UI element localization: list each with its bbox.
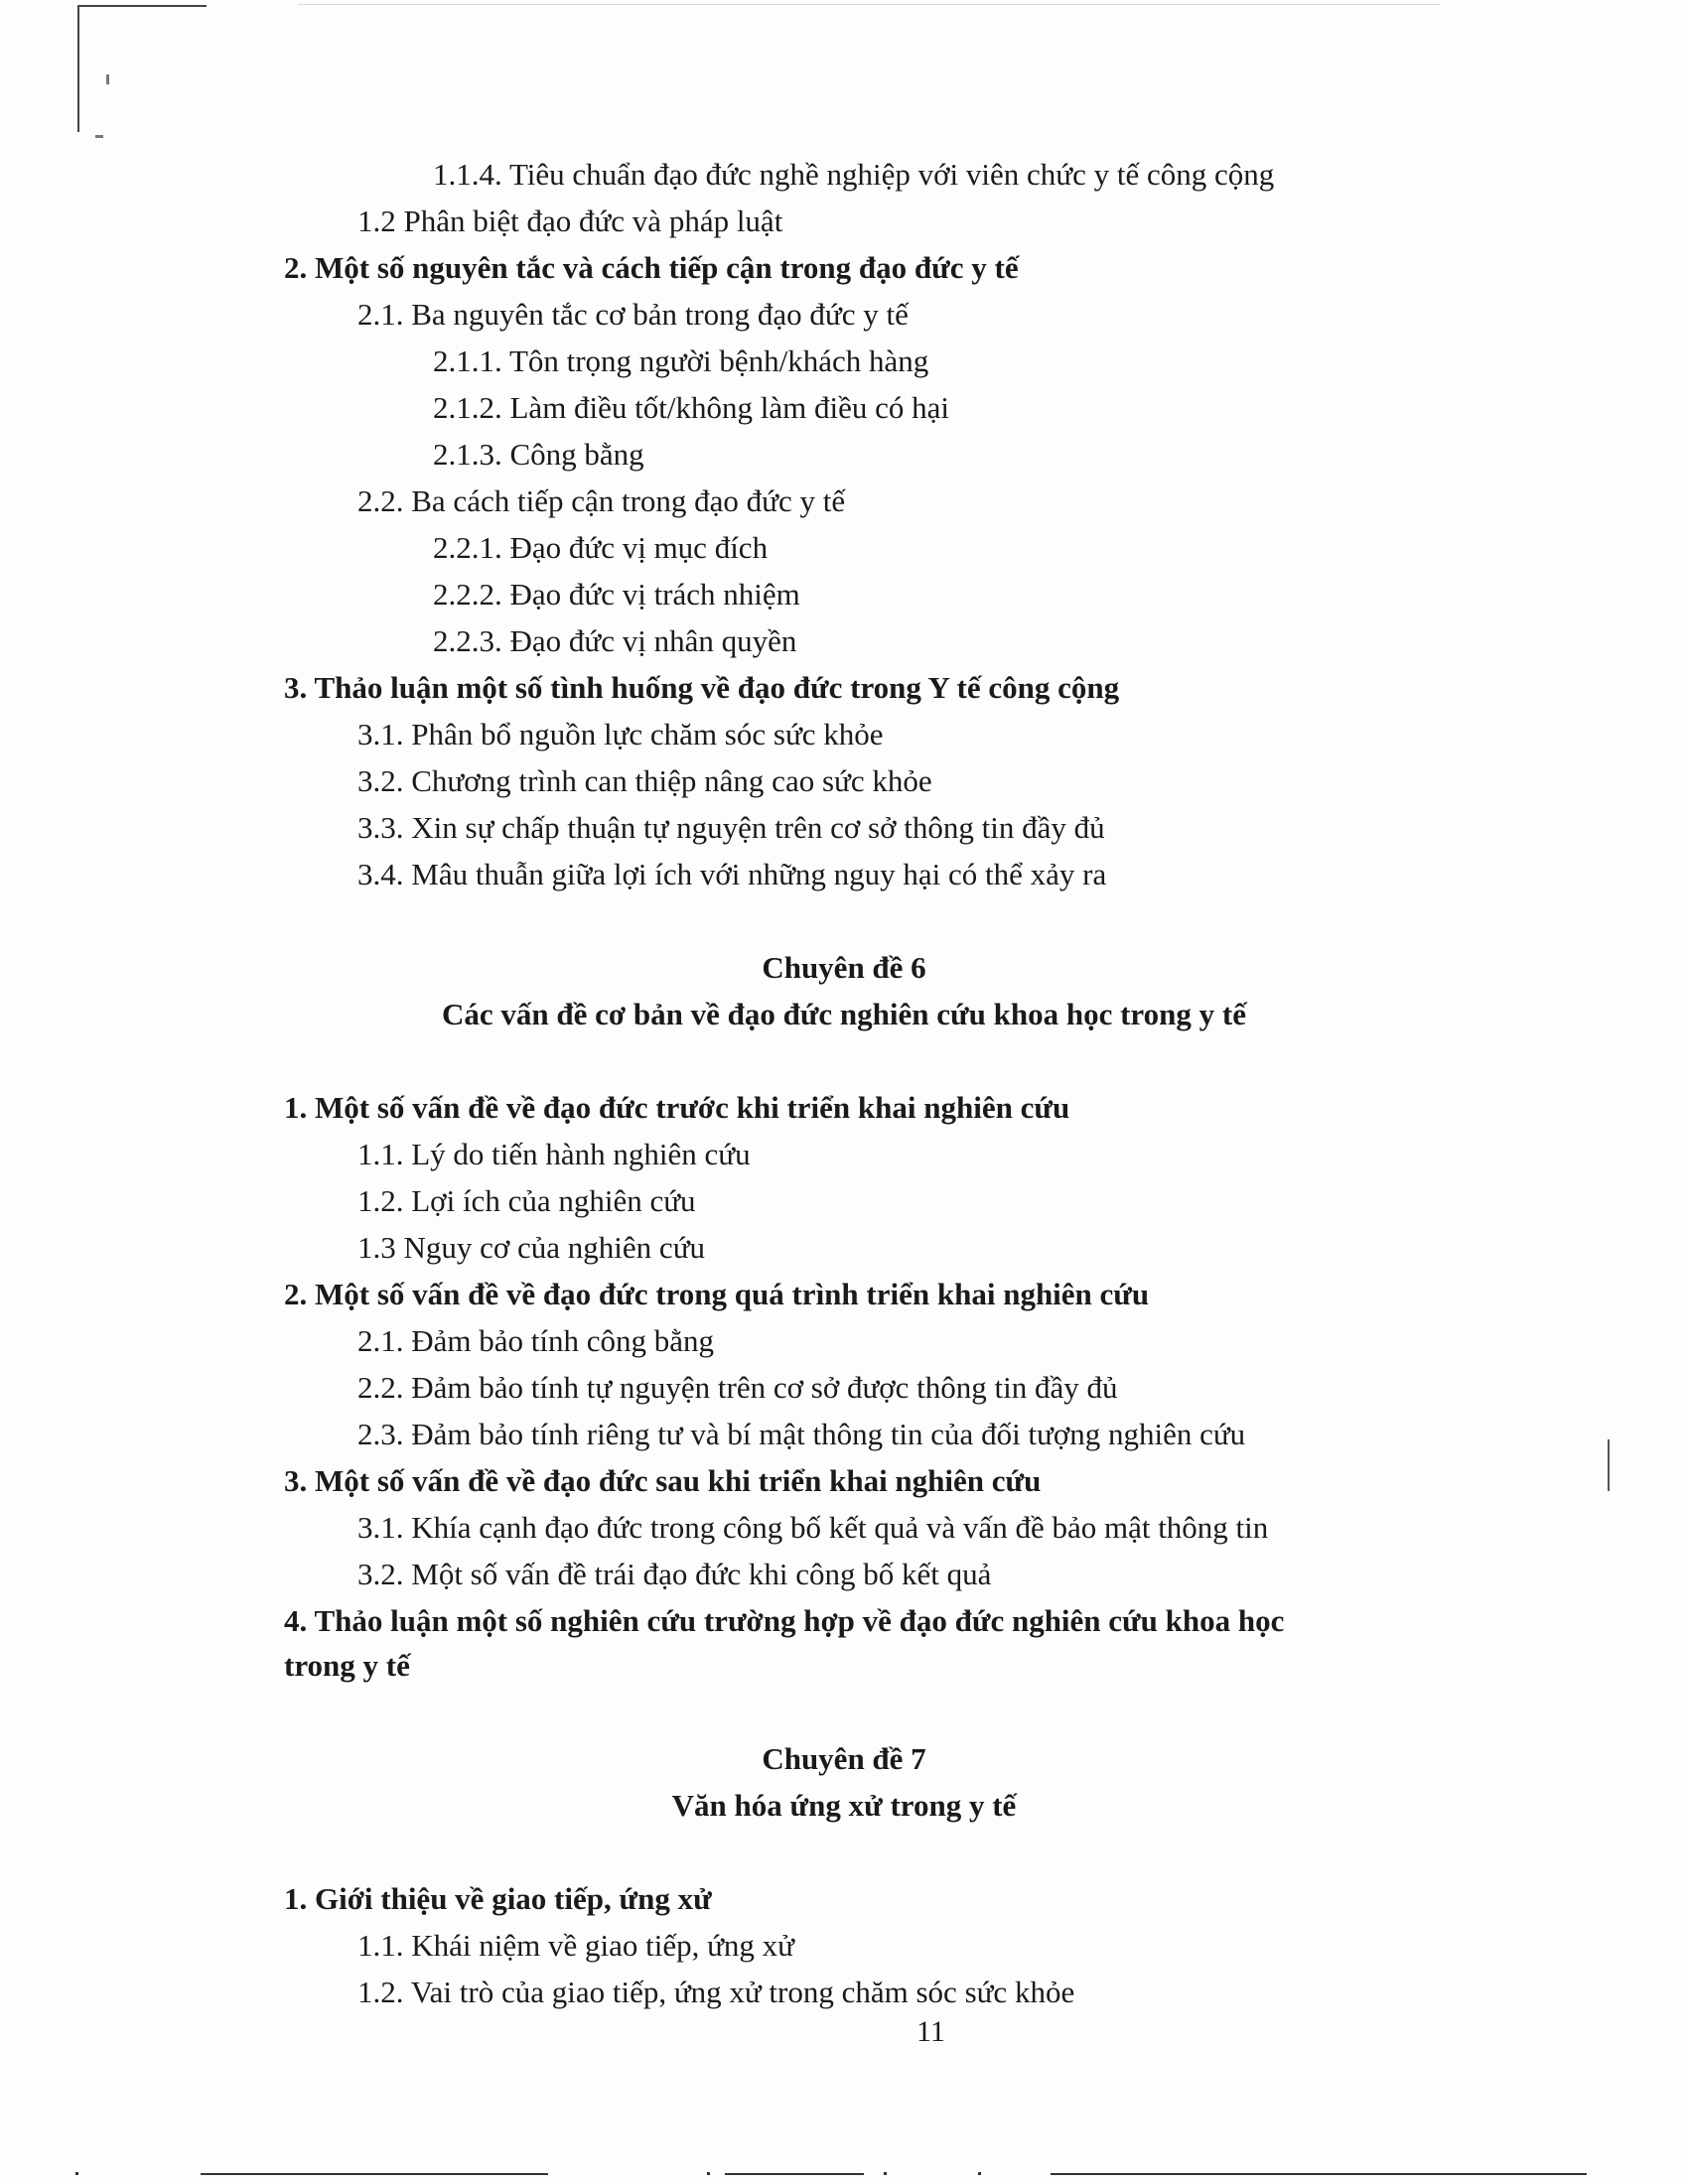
outline-item: 3.1. Khía cạnh đạo đức trong công bố kết quả và vấn đề bảo mật thông tin <box>357 1510 1269 1545</box>
outline-item: 3.4. Mâu thuẫn giữa lợi ích với những nguy hại có thể xảy ra <box>357 857 1107 891</box>
chapter-heading: Chuyên đề 6 <box>762 950 926 985</box>
outline-heading: 1. Một số vấn đề về đạo đức trước khi triển khai nghiên cứu <box>284 1090 1070 1125</box>
scan-speck <box>106 74 109 84</box>
footer-rule <box>1051 2173 1587 2175</box>
outline-heading: 3. Thảo luận một số tình huống về đạo đức trong Y tế công cộng <box>284 670 1120 705</box>
outline-item: 2.2.3. Đạo đức vị nhân quyền <box>433 623 797 658</box>
outline-item: 3.1. Phân bổ nguồn lực chăm sóc sức khỏe <box>357 717 884 751</box>
outline-item: 1.1.4. Tiêu chuẩn đạo đức nghề nghiệp với viên chức y tế công cộng <box>433 157 1275 192</box>
outline-item: 2.1. Ba nguyên tắc cơ bản trong đạo đức y tế <box>357 297 909 332</box>
scan-edge-mark <box>77 5 79 132</box>
scan-edge-mark <box>298 4 1440 5</box>
outline-item: 1.1. Khái niệm về giao tiếp, ứng xử <box>357 1928 794 1963</box>
outline-heading: 2. Một số vấn đề về đạo đức trong quá trình triển khai nghiên cứu <box>284 1277 1150 1311</box>
chapter-title: Văn hóa ứng xử trong y tế <box>671 1788 1017 1823</box>
outline-item: 1.2. Lợi ích của nghiên cứu <box>357 1183 696 1218</box>
outline-item: 2.2. Đảm bảo tính tự nguyện trên cơ sở được thông tin đầy đủ <box>357 1370 1118 1405</box>
outline-item: 1.2. Vai trò của giao tiếp, ứng xử trong chăm sóc sức khỏe <box>357 1975 1075 2009</box>
scan-edge-mark <box>77 5 207 7</box>
outline-item: 3.3. Xin sự chấp thuận tự nguyện trên cơ sở thông tin đầy đủ <box>357 810 1105 845</box>
outline-item: 2.1.1. Tôn trọng người bệnh/khách hàng <box>433 343 929 378</box>
outline-item: 2.2.1. Đạo đức vị mục đích <box>433 530 769 565</box>
outline-item: 2.2.2. Đạo đức vị trách nhiệm <box>433 577 800 612</box>
outline-item: 2.3. Đảm bảo tính riêng tư và bí mật thông tin của đối tượng nghiên cứu <box>357 1417 1246 1451</box>
scan-speck <box>95 135 103 138</box>
outline-item: 3.2. Một số vấn đề trái đạo đức khi công bố kết quả <box>357 1557 992 1591</box>
outline-item: 1.3 Nguy cơ của nghiên cứu <box>357 1230 705 1265</box>
outline-item: 2.2. Ba cách tiếp cận trong đạo đức y tế <box>357 483 846 518</box>
outline-item: 3.2. Chương trình can thiệp nâng cao sức khỏe <box>357 763 932 798</box>
footer-rule <box>201 2173 548 2175</box>
outline-heading: 1. Giới thiệu về giao tiếp, ứng xử <box>284 1881 712 1916</box>
chapter-title: Các vấn đề cơ bản về đạo đức nghiên cứu khoa học trong y tế <box>442 997 1246 1031</box>
scan-speck <box>884 2172 887 2175</box>
scan-speck <box>707 2172 710 2175</box>
outline-heading: 3. Một số vấn đề về đạo đức sau khi triển khai nghiên cứu <box>284 1463 1042 1498</box>
outline-heading-continuation: trong y tế <box>284 1648 410 1683</box>
footer-rule <box>725 2173 864 2175</box>
outline-item: 1.1. Lý do tiến hành nghiên cứu <box>357 1137 751 1171</box>
outline-heading: 2. Một số nguyên tắc và cách tiếp cận trong đạo đức y tế <box>284 250 1019 285</box>
outline-item: 2.1.2. Làm điều tốt/không làm điều có hại <box>433 390 950 425</box>
outline-item: 1.2 Phân biệt đạo đức và pháp luật <box>357 204 783 238</box>
outline-item: 2.1.3. Công bằng <box>433 437 644 472</box>
outline-heading: 4. Thảo luận một số nghiên cứu trường hợp về đạo đức nghiên cứu khoa học <box>284 1603 1285 1638</box>
page-number: 11 <box>916 2015 945 2048</box>
chapter-heading: Chuyên đề 7 <box>762 1741 926 1776</box>
scan-speck <box>978 2172 981 2175</box>
scan-speck <box>75 2172 78 2175</box>
outline-item: 2.1. Đảm bảo tính công bằng <box>357 1323 715 1358</box>
